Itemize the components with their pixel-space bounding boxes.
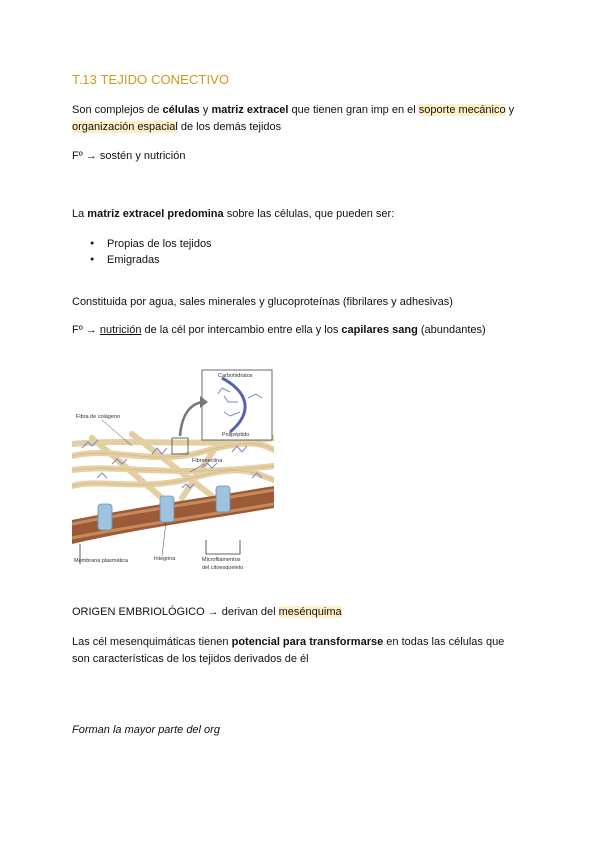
bold-term-potencial: potencial para transformarse <box>231 636 384 648</box>
text-span: ORIGEN EMBRIOLÓGICO → derivan del <box>72 606 279 618</box>
label-fibronectina: Fibronectina <box>192 458 223 464</box>
text-span: y <box>199 104 212 116</box>
bold-term-capilares: capilares sang <box>341 324 418 336</box>
bold-term-celulas: células <box>162 104 200 116</box>
text-span: Las cél mesenquimáticas tienen <box>72 636 232 648</box>
paragraph-funcion: Fº → sostén y nutrición <box>72 150 186 162</box>
bullet-list <box>72 236 542 268</box>
paragraph-mesenquimaticas <box>72 634 522 668</box>
bold-term-matriz: matriz extracel <box>211 104 289 116</box>
highlight-soporte: soporte mecánico <box>418 104 506 116</box>
extracellular-matrix-figure <box>72 368 274 572</box>
label-membrana: Membrana plasmática <box>74 558 129 564</box>
text-span: La <box>72 208 88 220</box>
underlined-nutricion: nutrición <box>99 324 142 336</box>
text-span: en todas las células que son características de los tejidos derivados de él <box>72 636 505 665</box>
highlight-organizacion: organización espacial <box>72 121 178 133</box>
text-span: de la cél por intercambio entre ella y los <box>141 324 342 336</box>
bold-term-matriz-predomina: matriz extracel predomina <box>87 208 224 220</box>
paragraph-nutricion <box>72 322 542 339</box>
matrix-illustration <box>72 368 274 572</box>
page-title: T.13 TEJIDO CONECTIVO <box>72 72 230 87</box>
paragraph-forman: Forman la mayor parte del org <box>72 724 220 736</box>
highlight-mesenquima: mesénquima <box>278 606 342 618</box>
list-item: ● Propias de los tejidos <box>72 236 542 252</box>
label-polipeptido: Polipéptido <box>222 432 250 438</box>
label-integrina: Integrina <box>154 556 176 562</box>
text-span: Fº → <box>72 324 100 336</box>
text-span: (abundantes) <box>417 324 486 336</box>
paragraph-matriz <box>72 206 542 223</box>
label-fibra-colageno: Fibra de colágeno <box>76 414 121 420</box>
list-item: ● Emigradas <box>72 252 542 268</box>
label-carbohidratos: Carbohidratos <box>218 373 253 379</box>
label-citoesqueleto: del citoesqueleto <box>202 565 244 571</box>
text-span: sobre las células, que pueden ser: <box>223 208 395 220</box>
text-span: y <box>505 104 515 116</box>
paragraph-origen <box>72 604 542 621</box>
text-span: Son complejos de <box>72 104 163 116</box>
paragraph-intro <box>72 102 542 136</box>
text-span: que tienen gran imp en el <box>288 104 419 116</box>
text-span: de los demás tejidos <box>177 121 282 133</box>
paragraph-constituida: Constituida por agua, sales minerales y glucoproteínas (fibrilares y adhesivas) <box>72 296 453 308</box>
label-microfilamentos: Microfilamentos <box>202 557 241 563</box>
